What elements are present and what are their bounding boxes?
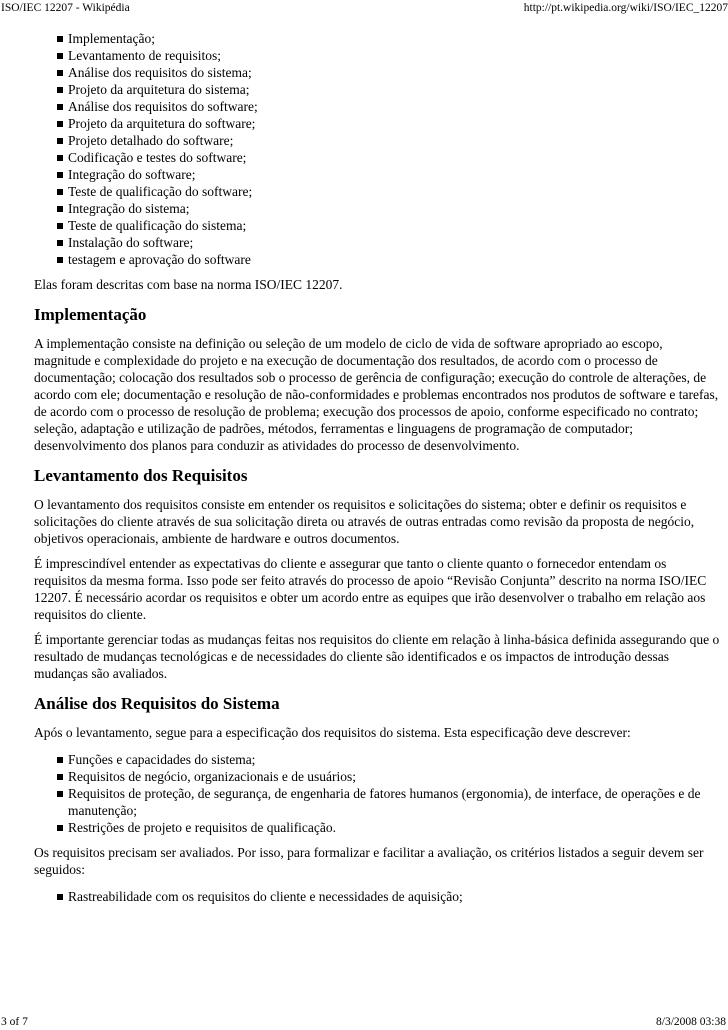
print-header — [0, 1, 728, 15]
analise-intro-paragraph: Após o levantamento, segue para a especificação dos requisitos do sistema. Esta especificação deve descrever: — [34, 725, 631, 740]
list-item: Rastreabilidade com os requisitos do cliente e necessidades de aquisição; — [68, 888, 722, 905]
square-bullet-icon — [57, 189, 63, 195]
square-bullet-icon — [57, 87, 63, 93]
levantamento-paragraph-1: O levantamento dos requisitos consiste em entender os requisitos e solicitações do sistema; obter e definir os requisitos e solicitações do cliente através de sua solicitação direta ou através de outras entradas como revisão da proposta de negócio, objetivos operacionais, ambiente de hardware e outros documentos. — [34, 497, 695, 546]
list-item: Teste de qualificação do software; — [68, 183, 722, 200]
square-bullet-icon — [57, 257, 63, 263]
list-item: Teste de qualificação do sistema; — [68, 217, 722, 234]
print-footer-page-count: 3 of 7 — [1, 1016, 28, 1028]
list-item: Análise dos requisitos do software; — [68, 98, 722, 115]
square-bullet-icon — [57, 70, 63, 76]
evaluation-criteria-list — [34, 888, 722, 905]
square-bullet-icon — [57, 206, 63, 212]
square-bullet-icon — [57, 138, 63, 144]
square-bullet-icon — [57, 172, 63, 178]
square-bullet-icon — [57, 53, 63, 59]
levantamento-paragraph-3: É importante gerenciar todas as mudanças feitas nos requisitos do cliente em relação à linha-básica definida assegurando que o resultado de mudanças tecnológicas e de necessidades do cliente são identificados e os impactos de introdução dessas mudanças são avaliados. — [34, 632, 720, 681]
print-footer — [0, 1015, 728, 1029]
list-item: Análise dos requisitos do sistema; — [68, 64, 722, 81]
list-item: Projeto detalhado do software; — [68, 132, 722, 149]
list-item: Projeto da arquitetura do sistema; — [68, 81, 722, 98]
intro-paragraph: Elas foram descritas com base na norma ISO/IEC 12207. — [34, 277, 343, 292]
list-item: Implementação; — [68, 30, 722, 47]
print-footer-datetime: 8/3/2008 03:38 — [656, 1016, 726, 1028]
list-item: Integração do sistema; — [68, 200, 722, 217]
implementacao-paragraph: A implementação consiste na definição ou seleção de um modelo de ciclo de vida de software apropriado ao escopo, magnitude e complexidade do projeto e na execução de documentação dos resultados, de acordo com o processo de documentação; colocação dos resultados sob o processo de gerência de configuração; execução do controle de alterações, de acordo com ele; documentação e resolução de não-conformidades e problemas encontrados nos produtos de software e tarefas, de acordo com o processo de resolução de problema; execução dos processos de apoio, conforme especificado no contrato; seleção, adaptação e utilização de padrões, métodos, ferramentas e linguagens de programação de computador; desenvolvimento dos planos para conduzir as atividades do processo de desenvolvimento. — [34, 336, 719, 453]
square-bullet-icon — [57, 36, 63, 42]
heading-implementacao: Implementação — [34, 305, 147, 324]
processes-list — [34, 30, 722, 268]
square-bullet-icon — [57, 223, 63, 229]
list-item: Restrições de projeto e requisitos de qualificação. — [68, 819, 722, 836]
list-item: Integração do software; — [68, 166, 722, 183]
square-bullet-icon — [57, 104, 63, 110]
print-header-url: http://pt.wikipedia.org/wiki/ISO/IEC_12207 — [523, 2, 728, 14]
square-bullet-icon — [57, 155, 63, 161]
square-bullet-icon — [57, 757, 63, 763]
list-item: Requisitos de negócio, organizacionais e de usuários; — [68, 768, 722, 785]
heading-levantamento: Levantamento dos Requisitos — [34, 466, 248, 485]
evaluation-paragraph: Os requisitos precisam ser avaliados. Por isso, para formalizar e facilitar a avaliação, os critérios listados a seguir devem ser seguidos: — [34, 845, 704, 877]
list-item: Funções e capacidades do sistema; — [68, 751, 722, 768]
list-item: Projeto da arquitetura do software; — [68, 115, 722, 132]
square-bullet-icon — [57, 121, 63, 127]
system-requirements-list — [34, 751, 722, 836]
square-bullet-icon — [57, 240, 63, 246]
list-item: Levantamento de requisitos; — [68, 47, 722, 64]
list-item: Codificação e testes do software; — [68, 149, 722, 166]
square-bullet-icon — [57, 894, 63, 900]
heading-analise-sistema: Análise dos Requisitos do Sistema — [34, 694, 280, 713]
square-bullet-icon — [57, 774, 63, 780]
print-header-title: ISO/IEC 12207 - Wikipédia — [1, 2, 130, 14]
list-item: Instalação do software; — [68, 234, 722, 251]
square-bullet-icon — [57, 825, 63, 831]
list-item: Requisitos de proteção, de segurança, de engenharia de fatores humanos (ergonomia), de interface, de operações e de manutenção; — [68, 785, 722, 819]
list-item: testagem e aprovação do software — [68, 251, 722, 268]
article-content — [34, 30, 722, 905]
square-bullet-icon — [57, 791, 63, 797]
levantamento-paragraph-2: É imprescindível entender as expectativas do cliente e assegurar que tanto o cliente quanto o fornecedor entendam os requisitos da mesma forma. Isso pode ser feito através do processo de apoio “Revisão Conjunta” descrito na norma ISO/IEC 12207. É necessário acordar os requisitos e obter um acordo entre as equipes que irão desenvolver o trabalho em relação aos requisitos do cliente. — [34, 556, 707, 622]
